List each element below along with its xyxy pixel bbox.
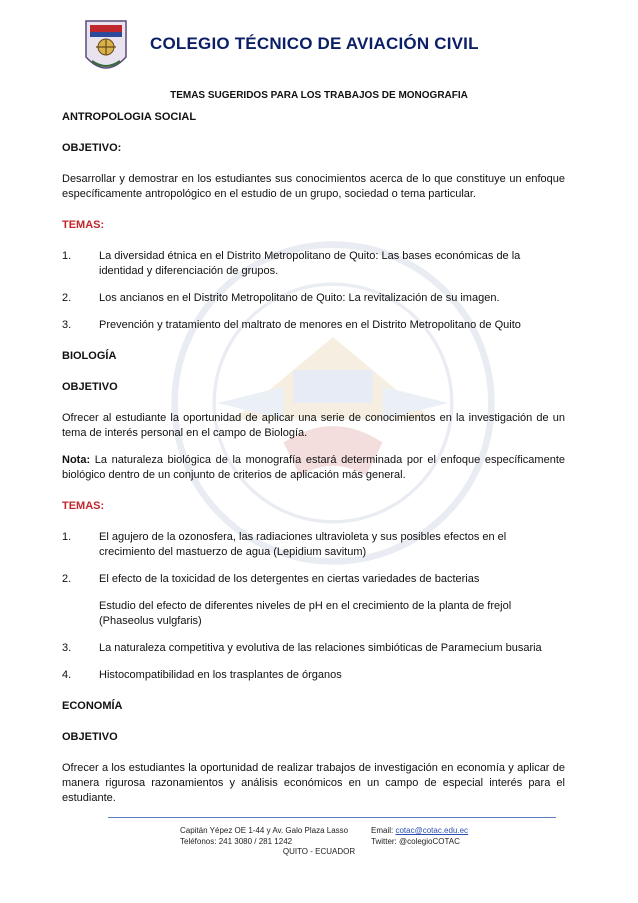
list-number: 2.: [62, 573, 72, 585]
section-heading-biologia: BIOLOGÍA: [62, 350, 117, 362]
footer-address-block: [180, 825, 348, 847]
nota-text: La naturaleza biológica de la monografía estará determinada por el enfoque específicamente biológico dentro de un conjunto de criterios de aplicación más general.: [62, 454, 565, 481]
section-heading-economia: ECONOMÍA: [62, 700, 123, 712]
list-text: La naturaleza competitiva y evolutiva de las relaciones simbióticas de Paramecium busaria: [99, 642, 542, 654]
list-number: 3.: [62, 642, 72, 654]
list-number: 1.: [62, 531, 72, 543]
objetivo-label: OBJETIVO: [62, 381, 118, 393]
list-number: 2.: [62, 292, 72, 304]
footer-phones: Teléfonos: 241 3080 / 281 1242: [180, 837, 293, 846]
list-text: Histocompatibilidad en los trasplantes de órganos: [99, 669, 342, 681]
list-item: [62, 318, 565, 333]
footer-email-label: Email:: [371, 826, 396, 835]
objetivo-label: OBJETIVO: [62, 731, 118, 743]
list-number: 3.: [62, 319, 72, 331]
school-crest-logo: [82, 17, 130, 81]
document-body: [62, 110, 565, 806]
list-item: [62, 291, 565, 306]
list-item: [62, 530, 565, 560]
school-title: COLEGIO TÉCNICO DE AVIACIÓN CIVIL: [150, 34, 479, 53]
list-text: El efecto de la toxicidad de los detergentes en ciertas variedades de bacterias: [99, 573, 480, 585]
list-number: 4.: [62, 669, 72, 681]
list-text: La diversidad étnica en el Distrito Metropolitano de Quito: Las bases económicas de la identidad y diferenciación de grupos.: [99, 250, 521, 277]
footer-twitter: Twitter: @colegioCOTAC: [371, 837, 460, 846]
footer-email-line: [371, 825, 468, 836]
objetivo-text: Desarrollar y demostrar en los estudiantes sus conocimientos acerca de lo que constituye un enfoque específicamente antropológico en el estudio de un grupo, sociedad o tema particular.: [62, 173, 565, 200]
list-item: [62, 249, 565, 279]
nota-label: Nota:: [62, 454, 91, 466]
section-heading-antropologia: ANTROPOLOGIA SOCIAL: [62, 111, 197, 123]
list-text: Los ancianos en el Distrito Metropolitano de Quito: La revitalización de su imagen.: [99, 292, 500, 304]
list-item: [62, 668, 565, 683]
document-subtitle: TEMAS SUGERIDOS PARA LOS TRABAJOS DE MONOGRAFIA: [170, 90, 468, 101]
temas-label: TEMAS:: [62, 500, 105, 512]
list-text: El agujero de la ozonosfera, las radiaciones ultravioleta y sus posibles efectos en el crecimiento del mastuerzo de agua (Lepidium savitum): [99, 531, 507, 558]
objetivo-text: Ofrecer al estudiante la oportunidad de aplicar una serie de conocimientos en la investigación de un tema de interés personal en el campo de Biología.: [62, 412, 565, 439]
list-subtext: Estudio del efecto de diferentes niveles de pH en el crecimiento de la planta de frejol (Phaseolus vulgfaris): [99, 600, 512, 627]
objetivo-label: OBJETIVO:: [62, 142, 122, 154]
list-number: 1.: [62, 250, 72, 262]
footer-city: QUITO - ECUADOR: [282, 847, 356, 856]
footer-divider: [108, 817, 556, 818]
footer-contact-block: [371, 825, 468, 847]
nota-paragraph: [62, 453, 565, 483]
footer-email-link[interactable]: cotac@cotac.edu.ec: [395, 826, 469, 835]
list-item: [62, 641, 565, 656]
temas-label: TEMAS:: [62, 219, 105, 231]
objetivo-text: Ofrecer a los estudiantes la oportunidad de realizar trabajos de investigación en economía y aplicar de manera rigurosa razonamientos y análisis económicos en un campo de especial interés para el estudiante.: [62, 762, 565, 804]
list-item: [62, 572, 565, 587]
list-text: Prevención y tratamiento del maltrato de menores en el Distrito Metropolitano de Quito: [99, 319, 521, 331]
footer-address: Capitán Yépez OE 1-44 y Av. Galo Plaza Lasso: [180, 826, 349, 835]
